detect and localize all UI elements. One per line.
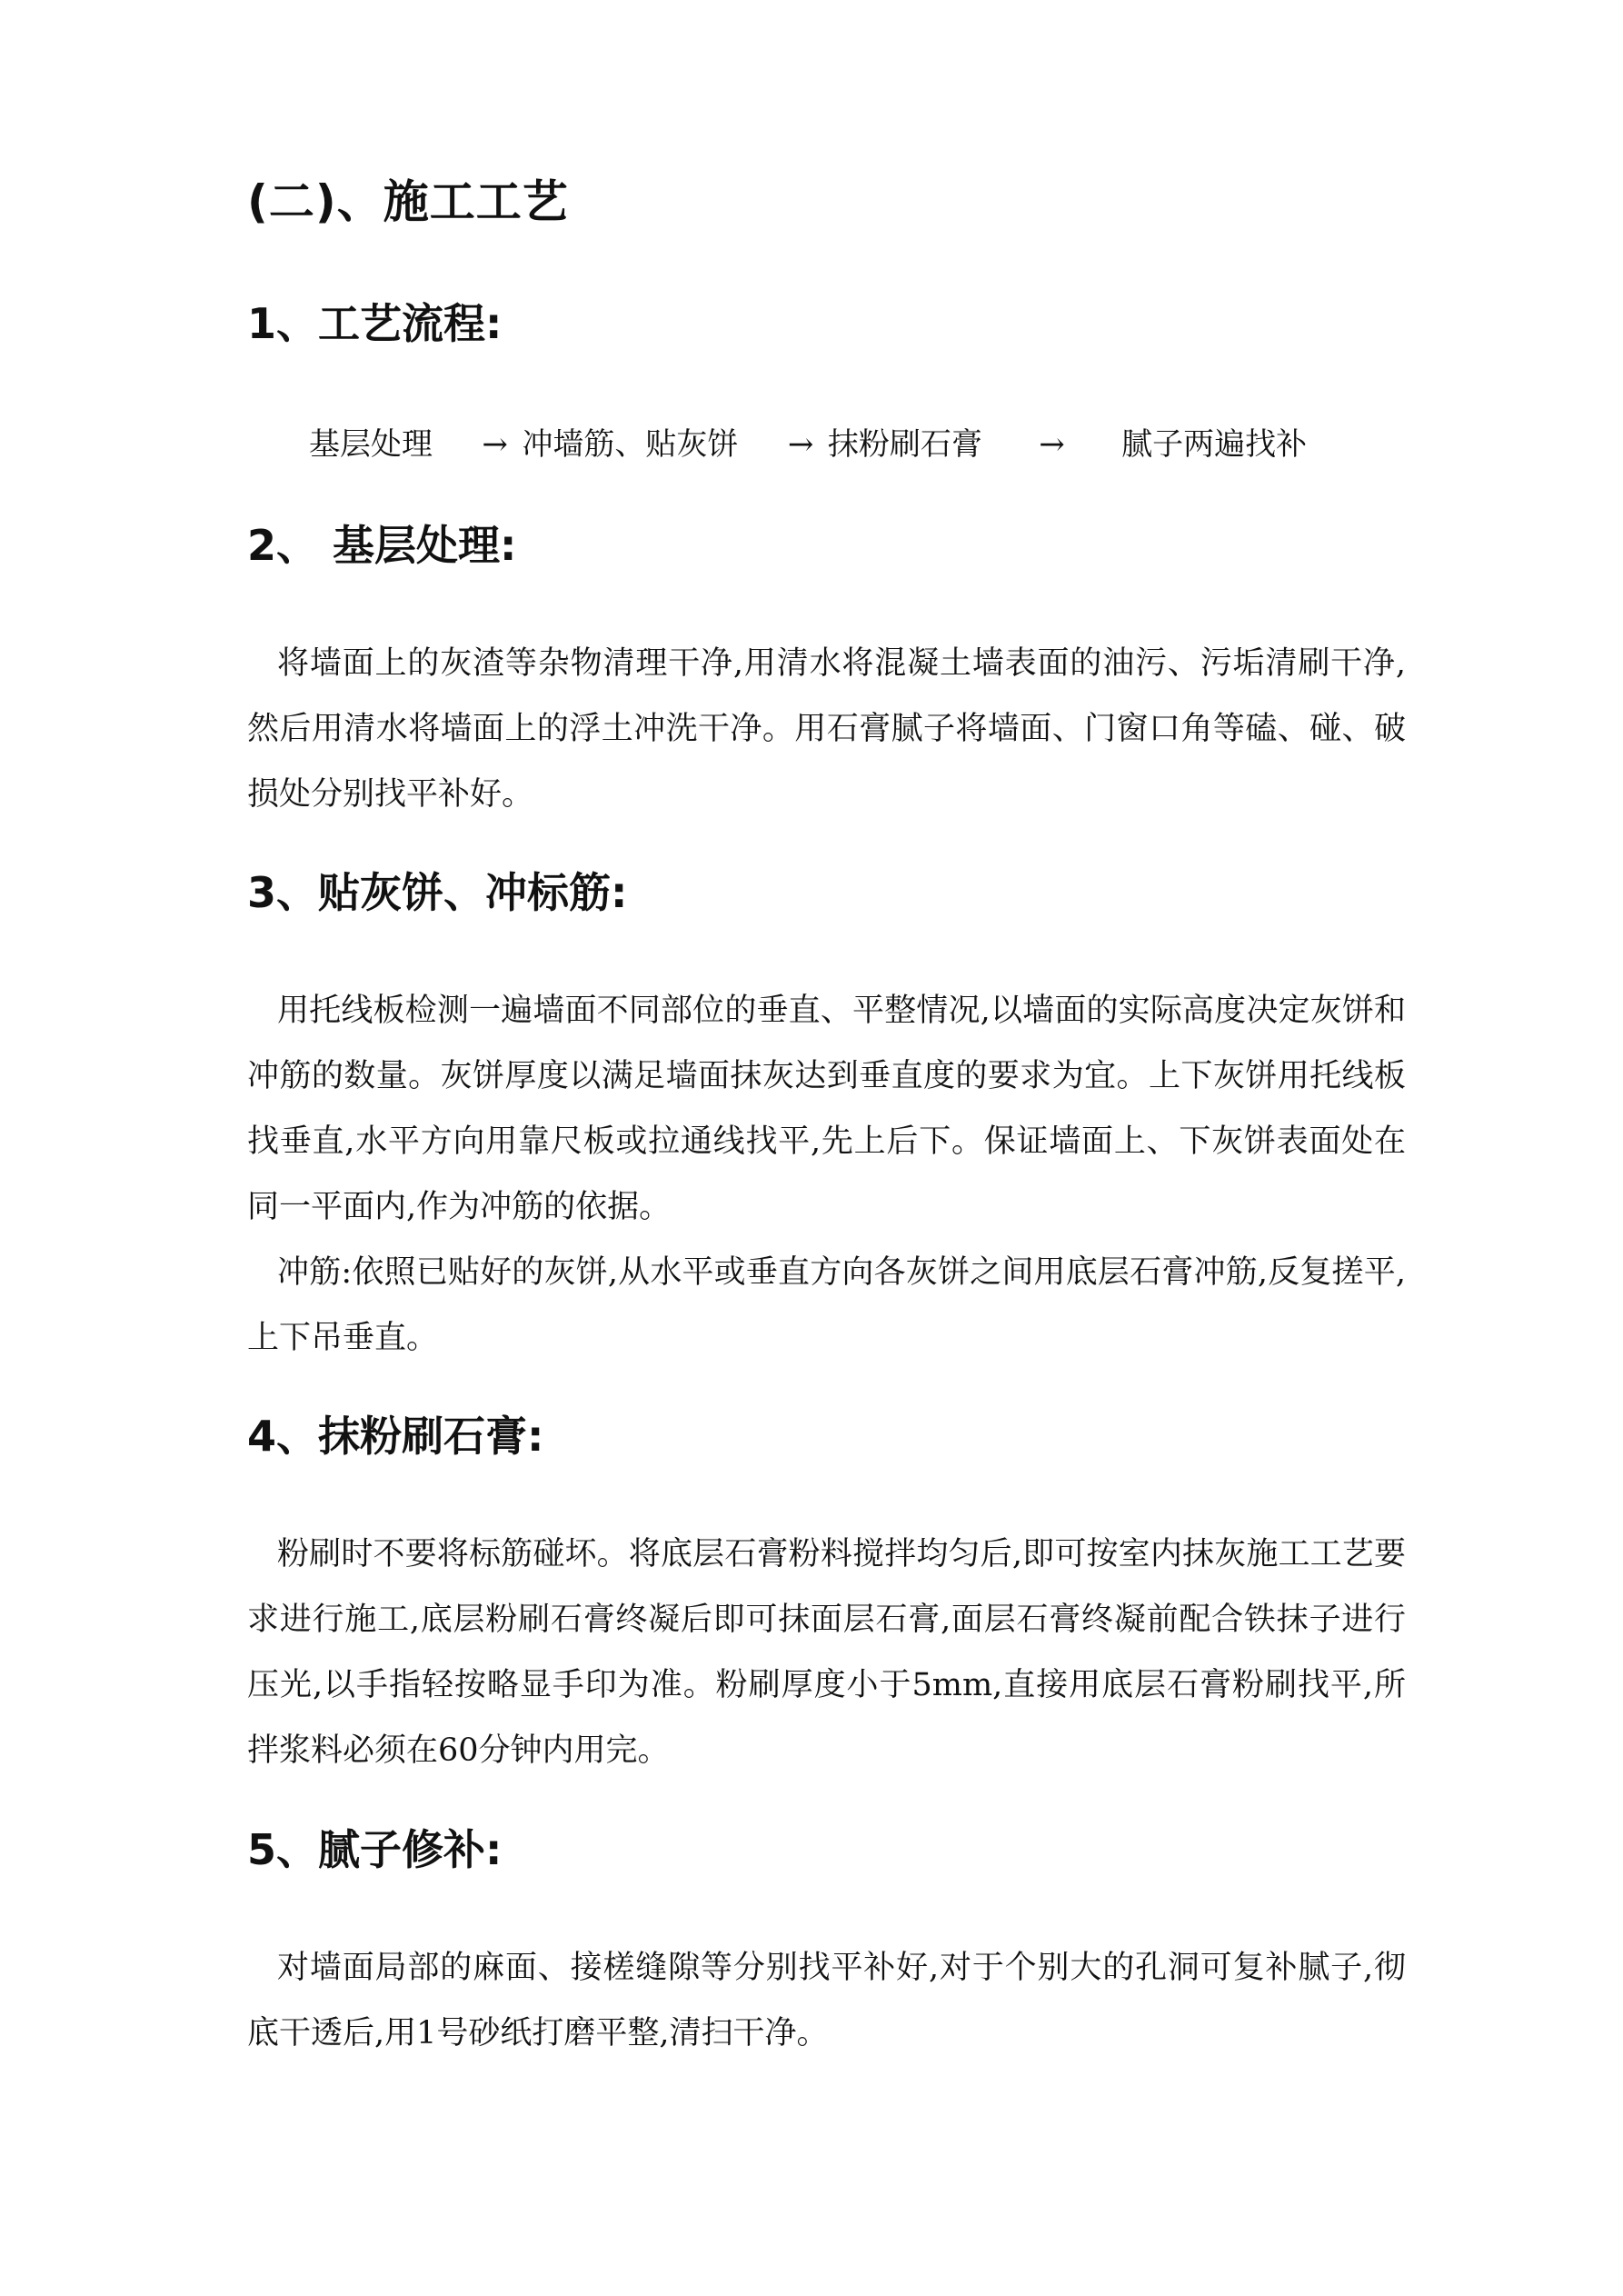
section-paragraph: 将墙面上的灰渣等杂物清理干净,用清水将混凝土墙表面的油污、污垢清刷干净,然后用清水将墙面上的浮土冲洗干净。用石膏腻子将墙面、门窗口角等磕、碰、破损处分别找平补好。 <box>247 645 1406 813</box>
section-heading-base-treatment: 2、 基层处理: <box>247 521 517 570</box>
flow-step: 腻子两遍找补 <box>1121 426 1308 463</box>
section-paragraph: 对墙面局部的麻面、接槎缝隙等分别找平补好,对于个别大的孔洞可复补腻子,彻底干透后,用1号砂纸打磨平整,清扫干净。 <box>247 1950 1406 2051</box>
flow-arrow-icon: → <box>1039 426 1065 463</box>
section-heading-putty-repair: 5、腻子修补: <box>247 1825 503 1874</box>
document-title: (二)、施工工艺 <box>247 175 569 228</box>
section-heading-process-flow: 1、工艺流程: <box>247 299 503 348</box>
section-paragraph: 冲筋:依照已贴好的灰饼,从水平或垂直方向各灰饼之间用底层石膏冲筋,反复搓平,上下吊垂直。 <box>247 1254 1406 1356</box>
flow-step: 抹粉刷石膏 <box>827 426 982 463</box>
process-flow <box>309 419 1307 470</box>
flow-arrow-icon: → <box>787 426 814 463</box>
section-heading-dots-and-screeds: 3、贴灰饼、冲标筋: <box>247 868 628 917</box>
flow-step: 冲墙筋、贴灰饼 <box>522 426 739 463</box>
section-paragraph: 粉刷时不要将标筋碰坏。将底层石膏粉料搅拌均匀后,即可按室内抹灰施工工艺要求进行施工,底层粉刷石膏终凝后即可抹面层石膏,面层石膏终凝前配合铁抹子进行压光,以手指轻按略显手印为准。粉刷厚度小于5mm,直接用底层石膏粉刷找平,所拌浆料必须在60分钟内用完。 <box>247 1536 1406 1769</box>
flow-step: 基层处理 <box>309 426 433 463</box>
flow-arrow-icon: → <box>482 426 508 463</box>
section-paragraph: 用托线板检测一遍墙面不同部位的垂直、平整情况,以墙面的实际高度决定灰饼和冲筋的数量。灰饼厚度以满足墙面抹灰达到垂直度的要求为宜。上下灰饼用托线板找垂直,水平方向用靠尺板或拉通线找平,先上后下。保证墙面上、下灰饼表面处在同一平面内,作为冲筋的依据。 <box>247 993 1406 1225</box>
section-heading-gypsum-plastering: 4、抹粉刷石膏: <box>247 1412 544 1461</box>
